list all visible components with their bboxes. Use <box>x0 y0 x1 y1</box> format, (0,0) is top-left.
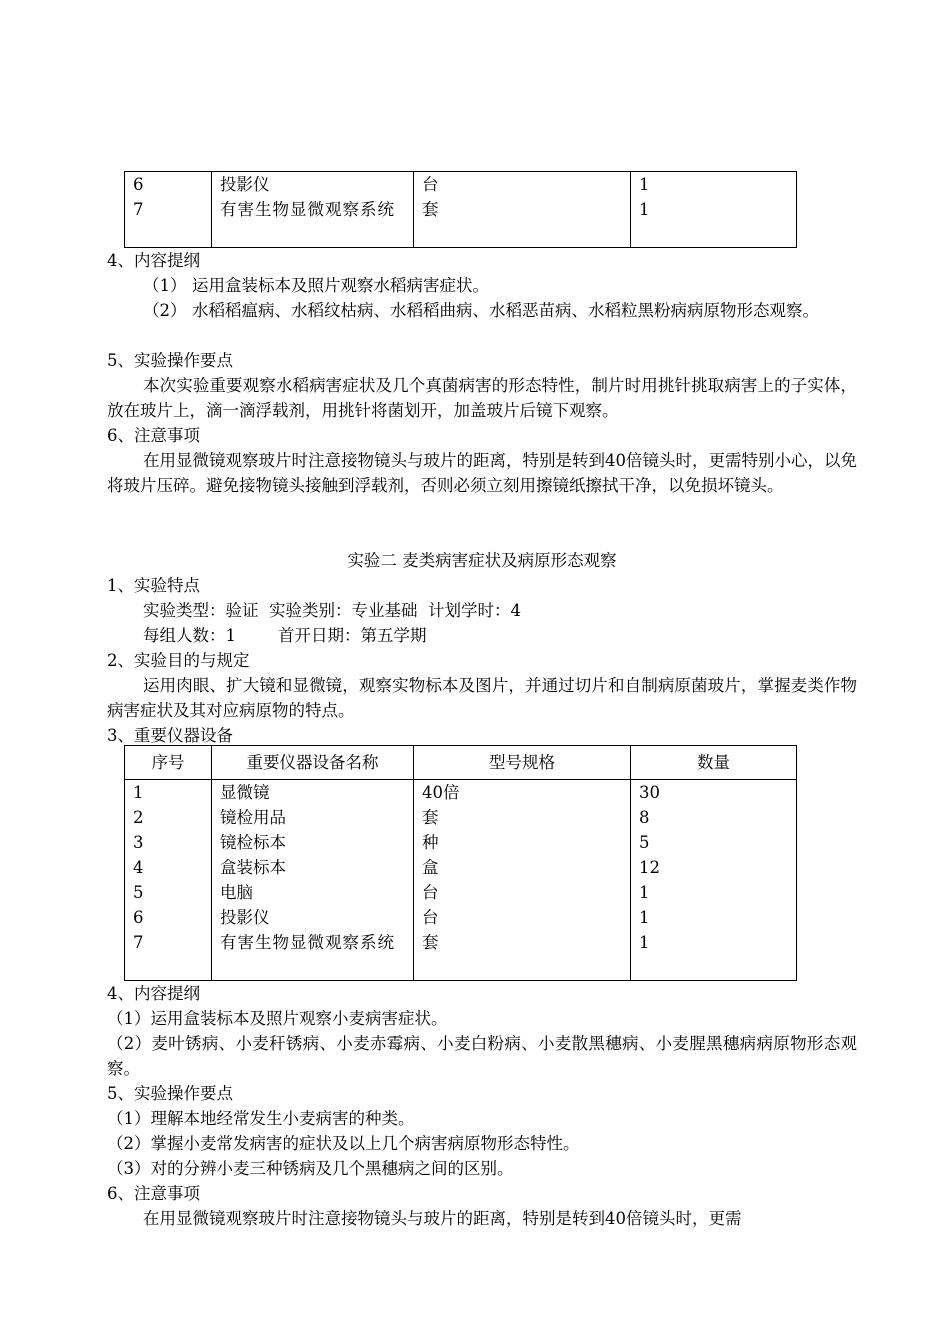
section-heading: 4、内容提纲 <box>107 984 200 1003</box>
list-item: 运用盒装标本及照片观察水稻病害症状。 <box>192 276 489 295</box>
list-item: （1）运用盒装标本及照片观察小麦病害症状。 <box>107 1009 448 1028</box>
table-row <box>125 197 797 248</box>
table-header: 重要仪器设备名称 <box>212 746 414 780</box>
section-heading: 6、注意事项 <box>107 1184 200 1203</box>
table-cell: 6 <box>133 175 144 194</box>
table-cell: 1 <box>631 172 797 198</box>
paragraph: 运用肉眼、扩大镜和显微镜，观察实物标本及图片，并通过切片和自制病原菌玻片，掌握麦类作物病害症状及其对应病原物的特点。 <box>107 676 857 720</box>
table-cell: 镜检用品 <box>212 805 414 830</box>
table-cell: 1 <box>631 880 797 905</box>
table-header-row <box>125 746 797 780</box>
info-line: 实验类型：验证 实验类别：专业基础 计划学时：4 <box>143 601 521 620</box>
table-cell: 台 <box>414 172 631 198</box>
table-cell: 台 <box>414 905 631 930</box>
table-cell: 套 <box>414 197 631 248</box>
table-cell: 盒装标本 <box>212 855 414 880</box>
table-row <box>125 880 797 905</box>
info-line: 每组人数：1 首开日期：第五学期 <box>143 626 427 645</box>
table-cell: 1 <box>631 905 797 930</box>
table-cell: 1 <box>631 930 797 981</box>
table-row <box>125 780 797 806</box>
table-row <box>125 805 797 830</box>
table-cell: 投影仪 <box>212 905 414 930</box>
table-cell: 台 <box>414 880 631 905</box>
table-cell: 盒 <box>414 855 631 880</box>
section-heading: 4、内容提纲 <box>107 251 200 270</box>
list-number: （1） <box>143 276 187 295</box>
equipment-table <box>124 745 797 981</box>
table-cell: 6 <box>133 908 144 927</box>
table-cell: 显微镜 <box>212 780 414 806</box>
table-cell: 套 <box>414 805 631 830</box>
table-header: 型号规格 <box>414 746 631 780</box>
table-cell: 4 <box>133 858 144 877</box>
table-cell: 5 <box>133 883 144 902</box>
table-row <box>125 905 797 930</box>
table-cell: 2 <box>133 808 144 827</box>
table-cell: 种 <box>414 830 631 855</box>
table-cell: 电脑 <box>212 880 414 905</box>
table-cell: 7 <box>133 200 144 219</box>
table-row <box>125 930 797 981</box>
table-header: 数量 <box>631 746 797 780</box>
table-cell: 镜检标本 <box>212 830 414 855</box>
paragraph: 在用显微镜观察玻片时注意接物镜头与玻片的距离，特别是转到40倍镜头时，更需 <box>143 1209 742 1228</box>
section-heading: 5、实验操作要点 <box>107 1084 233 1103</box>
table-cell: 1 <box>631 197 797 248</box>
list-item: （2）掌握小麦常发病害的症状及以上几个病害病原物形态特性。 <box>107 1134 580 1153</box>
table-cell: 30 <box>631 780 797 806</box>
table-row <box>125 855 797 880</box>
section-heading: 1、实验特点 <box>107 576 200 595</box>
table-row <box>125 172 797 198</box>
list-item: （3）对的分辨小麦三种锈病及几个黑穗病之间的区别。 <box>107 1159 514 1178</box>
table-cell: 3 <box>133 833 144 852</box>
table-cell: 投影仪 <box>212 172 414 198</box>
section-heading: 6、注意事项 <box>107 426 200 445</box>
paragraph: 在用显微镜观察玻片时注意接物镜头与玻片的距离，特别是转到40倍镜头时，更需特别小心，以免将玻片压碎。避免接物镜头接触到浮载剂，否则必须立刻用擦镜纸擦拭干净，以免损坏镜头。 <box>107 451 857 495</box>
table-cell: 1 <box>133 783 144 802</box>
list-number: （2） <box>143 301 187 320</box>
table-cell: 8 <box>631 805 797 830</box>
section-heading: 2、实验目的与规定 <box>107 651 250 670</box>
paragraph: 本次实验重要观察水稻病害症状及几个真菌病害的形态特性，制片时用挑针挑取病害上的子实体，放在玻片上，滴一滴浮载剂，用挑针将菌划开，加盖玻片后镜下观察。 <box>107 376 857 420</box>
table-header: 序号 <box>125 746 212 780</box>
equipment-table-continued <box>124 171 797 248</box>
table-row <box>125 830 797 855</box>
table-cell: 12 <box>631 855 797 880</box>
table-cell: 套 <box>414 930 631 981</box>
section-heading: 3、重要仪器设备 <box>107 726 233 745</box>
table-cell: 5 <box>631 830 797 855</box>
table-cell: 40倍 <box>414 780 631 806</box>
table-cell: 7 <box>133 933 144 952</box>
table-cell: 有害生物显微观察系统 <box>212 930 414 981</box>
list-item: （1）理解本地经常发生小麦病害的种类。 <box>107 1109 415 1128</box>
experiment-title: 实验二 麦类病害症状及病原形态观察 <box>347 551 617 570</box>
list-item: 水稻稻瘟病、水稻纹枯病、水稻稻曲病、水稻恶苗病、水稻粒黑粉病病原物形态观察。 <box>192 301 819 320</box>
section-heading: 5、实验操作要点 <box>107 351 233 370</box>
list-item: （2）麦叶锈病、小麦秆锈病、小麦赤霉病、小麦白粉病、小麦散黑穗病、小麦腥黑穗病病原物形态观察。 <box>107 1034 857 1078</box>
table-cell: 有害生物显微观察系统 <box>212 197 414 248</box>
